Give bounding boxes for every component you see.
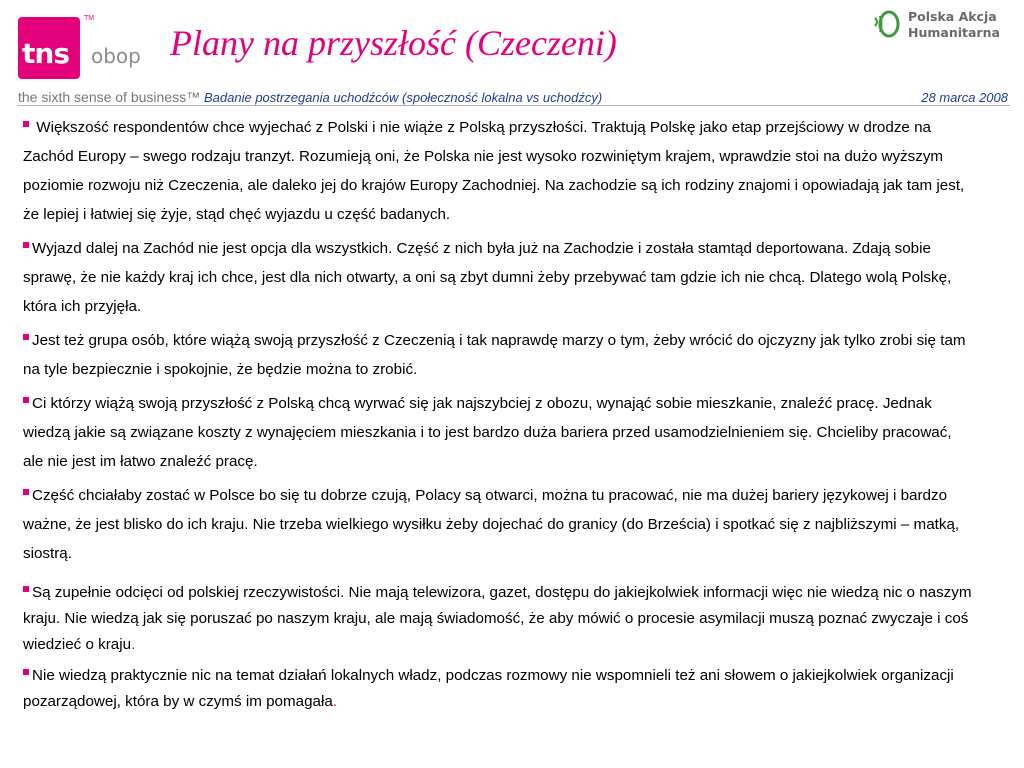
bullet-text: Jest też grupa osób, które wiążą swoją przyszłość z Czeczenią i tak naprawdę marzy o tym, żeby wrócić do ojczyzny jak tylko zrobi się tam na tyle bezpiecznie i spokojnie, że będzie można to zrobić.: [23, 332, 966, 378]
header-divider: [17, 105, 1010, 106]
trailing-dot: .: [332, 693, 338, 710]
bullet-square-icon: [23, 669, 29, 675]
bullet-text: Wyjazd dalej na Zachód nie jest opcja dla wszystkich. Część z nich była już na Zachodzie i została stamtąd deportowana. Zdają sobie sprawę, że nie każdy kraj ich chce, jest dla nich otwarty, a oni są zbyt dumni żeby przebywać tam gdzie ich nie chcą. Dlatego wolą Polskę, która ich przyjęła.: [23, 240, 952, 315]
bullet-list: [23, 113, 973, 720]
partner-logo-line2: Humanitarna: [908, 25, 1000, 40]
company-tagline: the sixth sense of business™: [18, 89, 201, 105]
bullet-text: Część chciałaby zostać w Polsce bo się tu dobrze czują, Polacy są otwarci, można tu pracować, nie ma dużej bariery językowej i bardzo ważne, że jest blisko do ich kraju. Nie trzeba wielkiego wysiłku żeby dojechać do granicy (do Brześcia) i spotkać się z najbliższymi – matką, siostrą.: [23, 487, 960, 562]
bullet-item: [23, 113, 973, 229]
partner-logo-line1: Polska Akcja: [908, 9, 997, 24]
bullet-item: [23, 234, 973, 321]
obop-logo-text: obop: [91, 44, 141, 68]
bullet-square-icon: [23, 397, 29, 403]
report-date: 28 marca 2008: [921, 90, 1008, 105]
bullet-text: Nie wiedzą praktycznie nic na temat działań lokalnych władz, podczas rozmowy nie wspomnieli też ani słowem o jakiejkolwiek organizacji pozarządowej, która by w czymś im pomagała: [23, 667, 954, 710]
bullet-item: [23, 481, 973, 568]
partner-logo-text: [908, 9, 1000, 41]
bullet-item: [23, 663, 973, 715]
page-title: Plany na przyszłość (Czeczeni): [170, 23, 617, 63]
bullet-square-icon: [23, 586, 29, 592]
bullet-square-icon: [23, 242, 29, 248]
tns-logo-text: tns: [22, 37, 69, 70]
bullet-square-icon: [23, 121, 29, 127]
bullet-item: [23, 326, 973, 384]
bullet-square-icon: [23, 334, 29, 340]
bullet-item: [23, 389, 973, 476]
bullet-text: Są zupełnie odcięci od polskiej rzeczywistości. Nie mają telewizora, gazet, dostępu do jakiejkolwiek informacji więc nie wiedzą nic o naszym kraju. Nie wiedzą jak się poruszać po naszym kraju, ale mają świadomość, że aby mówić o procesie asymilacji muszą poznać zwyczaje i coś wiedzieć o kraju: [23, 584, 972, 653]
bullet-item: [23, 580, 973, 658]
tns-logo-trademark: TM: [84, 15, 95, 22]
bullet-text: Ci którzy wiążą swoją przyszłość z Polską chcą wyrwać się jak najszybciej z obozu, wynająć sobie mieszkanie, znaleźć pracę. Jednak wiedzą jakie są związane koszty z wynajęciem mieszkania i to jest bardzo duża bariera przed usamodzielnieniem się. Chcieliby pracować, ale nie jest im łatwo znaleźć pracę.: [23, 395, 952, 470]
bullet-square-icon: [23, 489, 29, 495]
tns-logo: [18, 17, 80, 79]
pah-logo-icon: [871, 8, 903, 40]
report-subtitle: Badanie postrzegania uchodźców (społeczność lokalna vs uchodźcy): [204, 90, 603, 105]
bullet-text: Większość respondentów chce wyjechać z Polski i nie wiąże z Polską przyszłości. Traktują Polskę jako etap przejściowy w drodze na Zachód Europy – swego rodzaju tranzyt. Rozumieją oni, że Polska nie jest wysoko rozwiniętym krajem, wprawdzie stoi na dużo wyższym poziomie rozwoju niż Czeczenia, ale daleko jej do krajów Europy Zachodniej. Na zachodzie są ich rodziny znajomi i opowiadają jak tam jest, że lepiej i łatwiej się żyje, stąd chęć wyjazdu u część badanych.: [23, 119, 965, 223]
trailing-dot: .: [131, 636, 136, 653]
